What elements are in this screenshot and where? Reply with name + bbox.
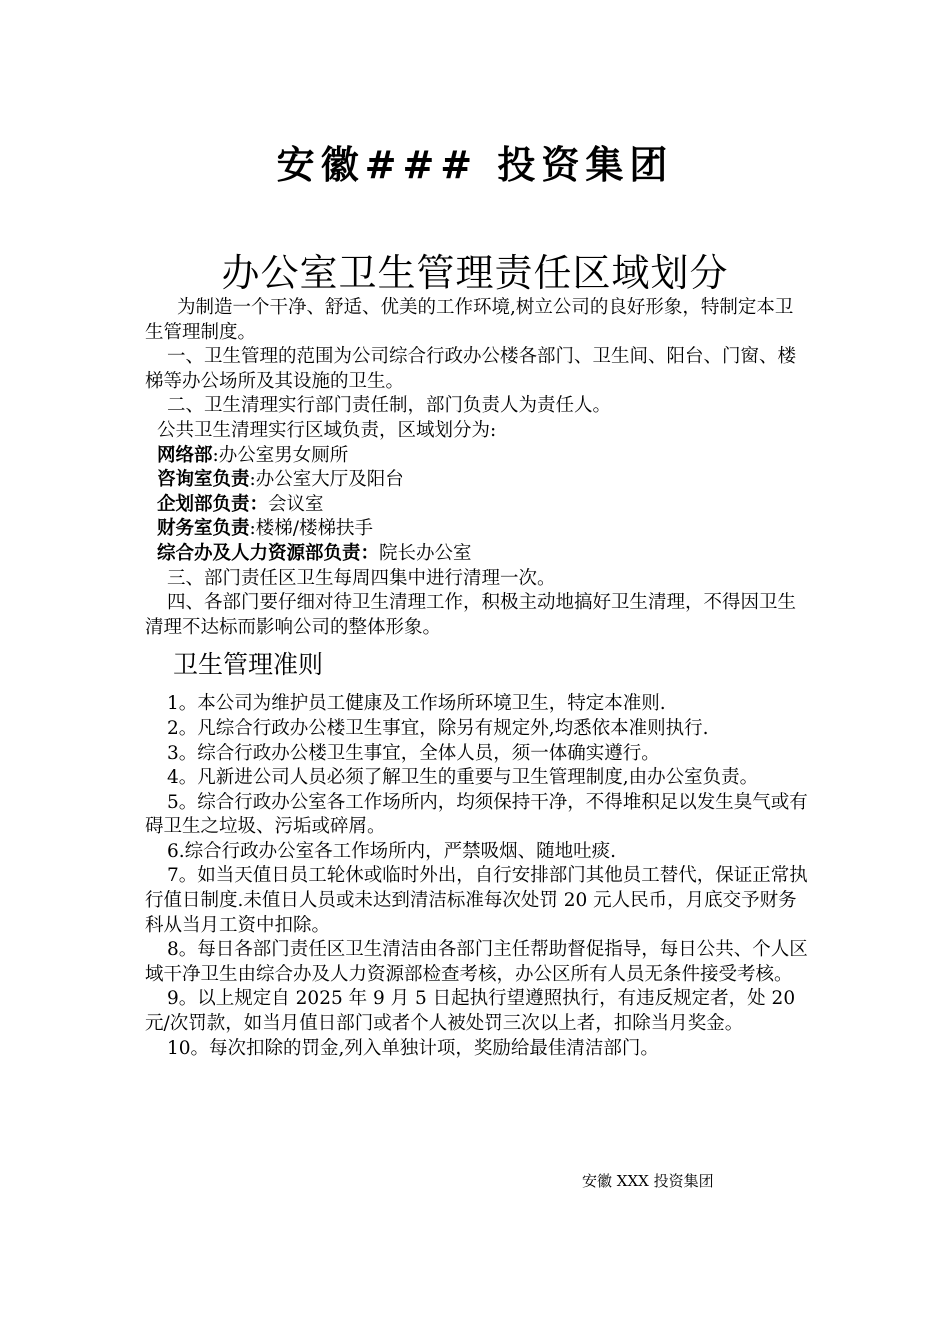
- intro-paragraph: 为制造一个干净、舒适、优美的工作环境,树立公司的良好形象，特制定本卫生管理制度。: [145, 297, 794, 343]
- area-sep: ：: [360, 542, 380, 564]
- rule-item: 7。如当天值日员工轮休或临时外出，自行安排部门其他员工替代，保证正常执行值日制度.未值日人员或未达到清洁标准每次处罚 20 元人民币，月底交予财务科从当月工资中扣除。: [145, 865, 808, 936]
- scope-paragraph: 一、卫生管理的范围为公司综合行政办公楼各部门、卫生间、阳台、门窗、楼梯等办公场所及其设施的卫生。: [145, 346, 797, 392]
- area-dept: 企划部负责: [157, 493, 250, 515]
- rule-item: 6.综合行政办公室各工作场所内，严禁吸烟、随地吐痰.: [167, 840, 617, 862]
- rule-item: 1。本公司为维护员工健康及工作场所环境卫生，特定本准则.: [167, 693, 666, 715]
- area-location: 会议室: [268, 493, 324, 515]
- area-location: 院长办公室: [379, 542, 472, 564]
- rule-item: 5。综合行政办公室各工作场所内，均须保持干净，不得堆积足以发生臭气或有碍卫生之垃圾、污垢或碎屑。: [145, 791, 808, 838]
- area-assignment: [145, 493, 810, 518]
- responsibility-paragraph: 二、卫生清理实行部门责任制，部门负责人为责任人。: [167, 395, 612, 417]
- area-sep: :: [249, 469, 256, 491]
- area-division-intro: 公共卫生清理实行区域负责，区域划分为:: [157, 419, 497, 441]
- area-dept: 咨询室负责: [157, 469, 250, 491]
- rule-item: 10。每次扣除的罚金,列入单独计项，奖励给最佳清洁部门。: [167, 1037, 659, 1059]
- area-location: 办公室男女厕所: [218, 444, 349, 466]
- rules-heading: 卫生管理准则: [173, 650, 324, 680]
- document-body: [145, 296, 810, 1061]
- attitude-paragraph: 四、各部门要仔细对待卫生清理工作，积极主动地搞好卫生清理，不得因卫生清理不达标而影响公司的整体形象。: [145, 592, 797, 638]
- signature: 安徽 XXX 投资集团: [582, 1172, 714, 1190]
- area-dept: 财务室负责: [157, 518, 250, 540]
- cleaning-schedule-paragraph: 三、部门责任区卫生每周四集中进行清理一次。: [167, 567, 556, 589]
- company-name: 安徽### 投资集团: [276, 143, 674, 187]
- area-assignment: [145, 542, 810, 567]
- area-dept: 综合办及人力资源部负责: [157, 542, 361, 564]
- area-assignment: [145, 517, 810, 542]
- rule-item: 3。综合行政办公楼卫生事宜，全体人员，须一体确实遵行。: [167, 742, 660, 764]
- rule-item: 8。每日各部门责任区卫生清洁由各部门主任帮助督促指导，每日公共、个人区域干净卫生由综合办及人力资源部检查考核，办公区所有人员无条件接受考核。: [145, 939, 808, 985]
- area-assignment: [145, 468, 810, 493]
- area-sep: :: [212, 444, 219, 466]
- area-dept: 网络部: [157, 444, 213, 466]
- area-sep: ：: [249, 493, 269, 515]
- area-location: 楼梯/楼梯扶手: [255, 518, 373, 540]
- area-location: 办公室大厅及阳台: [255, 469, 404, 491]
- document-title: 办公室卫生管理责任区域划分: [221, 251, 729, 295]
- rule-item: 2。凡综合行政办公楼卫生事宜，除另有规定外,均悉依本准则执行.: [167, 717, 709, 739]
- area-sep: :: [249, 518, 256, 540]
- rule-item: 9。以上规定自 2025 年 9 月 5 日起执行望遵照执行，有违反规定者，处 20 元/次罚款，如当月值日部门或者个人被处罚三次以上者，扣除当月奖金。: [145, 988, 796, 1035]
- area-assignment: [145, 444, 810, 469]
- rule-item: 4。凡新进公司人员必须了解卫生的重要与卫生管理制度,由办公室负责。: [167, 767, 759, 789]
